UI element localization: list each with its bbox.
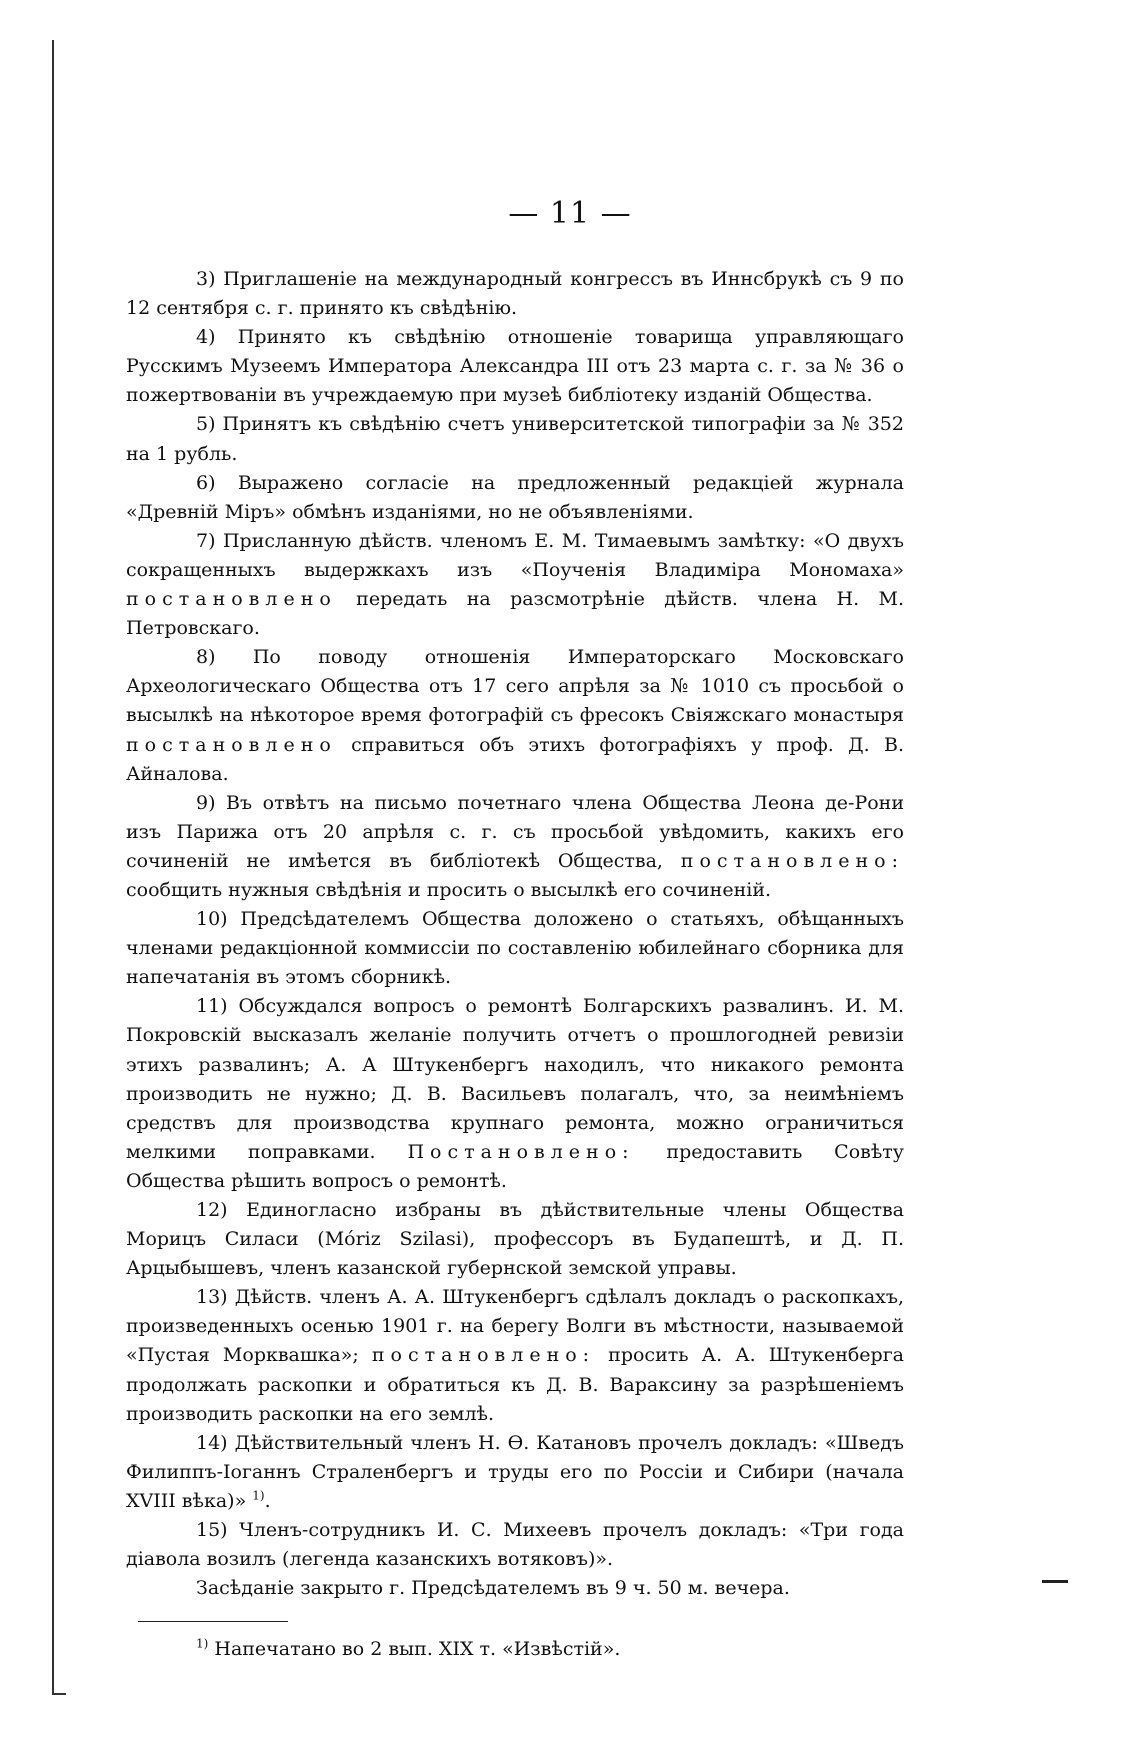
body-text <box>126 265 904 1603</box>
binding-edge-line <box>52 40 54 1695</box>
paragraph-7: 7) Присланную дѣйств. членомъ Е. М. Тимаевымъ замѣтку: «О двухъ сокращенныхъ выдержкахъ изъ «Поученія Владиміра Мономаха» постановлено передать на разсмотрѣніе дѣйств. члена Н. М. Петровскаго. <box>126 529 904 640</box>
footnote-text: Напечатано во 2 вып. XIX т. «Извѣстій». <box>214 1638 621 1660</box>
paragraph-15: 15) Членъ-сотрудникъ И. С. Михеевъ прочелъ докладъ: «Три года діавола возилъ (легенда казанскихъ вотяковъ)». <box>126 1519 904 1571</box>
footnote-marker: 1) <box>196 1636 209 1651</box>
paragraph-11: 11) Обсуждался вопросъ о ремонтѣ Болгарскихъ развалинъ. И. М. Покровскій высказалъ желаніе получить отчетъ о прошлогодней ревизіи этихъ развалинъ; А. А Штукенбергъ находилъ, что никакого ремонта производить не нужно; Д. В. Васильевъ полагалъ, что, за неимѣніемъ средствъ для производства крупнаго ремонта, можно ограничиться мелкими поправками. Постановлено: предоставить Совѣту Общества рѣшить вопросъ о ремонтѣ. <box>126 995 904 1192</box>
closing-paragraph: Засѣданіе закрыто г. Предсѣдателемъ въ 9 ч. 50 м. вечера. <box>196 1577 790 1600</box>
binding-edge-foot <box>52 1693 66 1695</box>
resolution-word: Постановлено: <box>407 1140 635 1163</box>
paragraph-10: 10) Предсѣдателемъ Общества доложено о статьяхъ, обѣщанныхъ членами редакціонной коммиссіи по составленію юбилейнаго сборника для напечатанія въ этомъ сборникѣ. <box>126 908 904 989</box>
footnote-rule <box>138 1621 288 1622</box>
paragraph-8: 8) По поводу отношенія Императорскаго Московскаго Археологическаго Общества отъ 17 сего апрѣля за № 1010 съ просьбой о высылкѣ на нѣкоторое время фотографій съ фресокъ Свіяжскаго монастыря постановлено справиться объ этихъ фотографіяхъ у проф. Д. В. Айналова. <box>126 646 904 785</box>
margin-mark <box>1042 1580 1068 1583</box>
paragraph-9: 9) Въ отвѣтъ на письмо почетнаго члена Общества Леона де-Рони изъ Парижа отъ 20 апрѣля с. г. съ просьбой увѣдомить, какихъ его сочиненій не имѣется въ библіотекѣ Общества, постановлено: сообщить нужныя свѣдѣнія и просить о высылкѣ его сочиненій. <box>126 791 904 901</box>
page-number: — 11 — <box>508 196 632 231</box>
resolution-word: постановлено <box>126 733 337 756</box>
footnote-reference: 1) <box>252 1488 265 1503</box>
resolution-word: постановлено: <box>680 849 904 872</box>
paragraph-4: 4) Принято къ свѣдѣнію отношеніе товарища управляющаго Русскимъ Музеемъ Императора Александра III отъ 23 марта с. г. за № 36 о пожертвованіи въ учреждаемую при музеѣ библіотеку изданій Общества. <box>126 326 904 407</box>
paragraph-6: 6) Выражено согласіе на предложенный редакціей журнала «Древній Міръ» обмѣнъ изданіями, но не объявленіями. <box>126 471 904 523</box>
paragraph-12: 12) Единогласно избраны въ дѣйствительные члены Общества Морицъ Силаси (Móriz Szilasi), профессоръ въ Будапештѣ, и Д. П. Арцыбышевъ, членъ казанской губернской земской управы. <box>126 1199 904 1280</box>
paragraph-14: 14) Дѣйствительный членъ Н. Ѳ. Катановъ прочелъ докладъ: «Шведъ Филиппъ-Іоганнъ Страленбергъ и труды его по Россіи и Сибири (начала XVIII вѣка)» $^{1)}$. <box>126 1431 904 1512</box>
paragraph-3: 3) Приглашеніе на международный конгрессъ въ Иннсбрукѣ съ 9 по 12 сентября с. г. принято къ свѣдѣнію. <box>126 268 904 320</box>
resolution-word: постановлено <box>126 588 337 611</box>
paragraph-13: 13) Дѣйств. членъ А. А. Штукенбергъ сдѣлалъ докладъ о раскопкахъ, произведенныхъ осенью 1901 г. на берегу Волги въ мѣстности, называемой «Пустая Морквашка»; постановлено: просить А. А. Штукенберга продолжать раскопки и обратиться къ Д. В. Вараксину за разрѣшеніемъ производить раскопки на его землѣ. <box>126 1286 904 1425</box>
footnote <box>196 1635 896 1663</box>
paragraph-5: 5) Принятъ къ свѣдѣнію счетъ университетской типографіи за № 352 на 1 рубль. <box>126 413 904 465</box>
resolution-word: постановлено: <box>371 1344 596 1367</box>
